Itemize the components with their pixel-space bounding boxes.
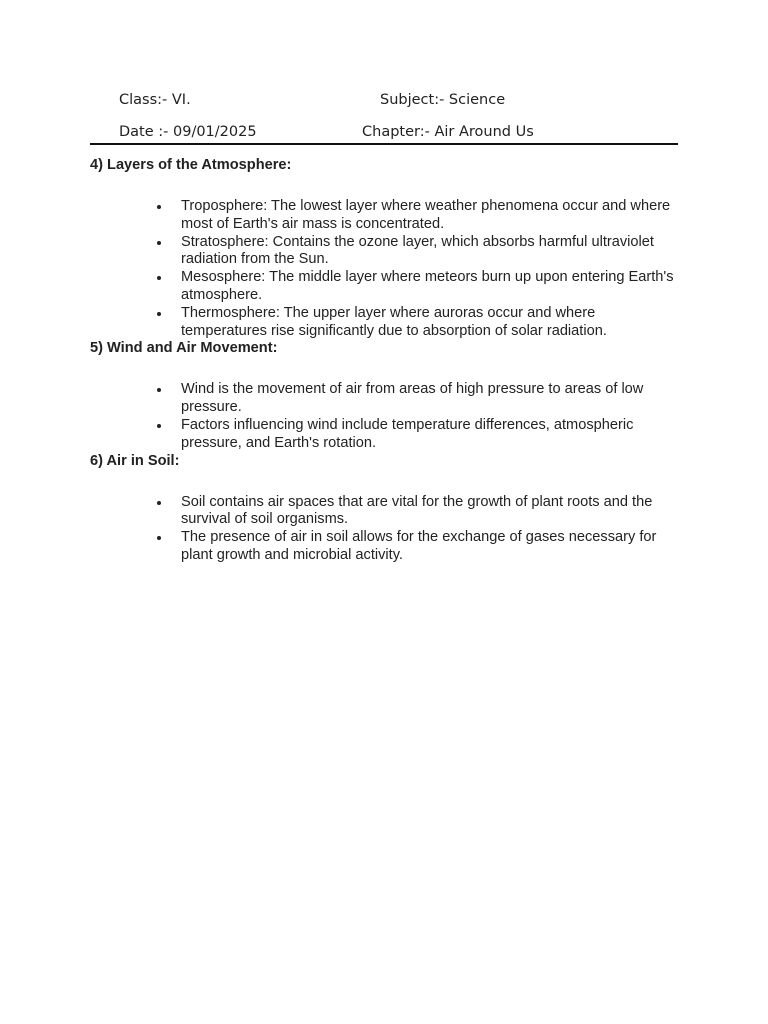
chapter-label: Chapter:- Air Around Us — [362, 124, 534, 140]
section-heading: 6) Air in Soil: — [90, 452, 180, 469]
list-item — [181, 494, 678, 530]
list-item-text: Stratosphere: Contains the ozone layer, which absorbs harmful ultraviolet radiation from the Sun. — [181, 233, 654, 268]
section-air-in-soil — [90, 453, 678, 565]
list-item — [181, 198, 678, 234]
bullet-icon — [157, 312, 161, 316]
document-body — [90, 157, 678, 565]
list-item — [181, 305, 678, 341]
bullet-list — [90, 494, 678, 565]
bullet-icon — [157, 388, 161, 392]
list-item-text: Soil contains air spaces that are vital for the growth of plant roots and the survival of soil organisms. — [181, 493, 653, 528]
list-item — [181, 529, 678, 565]
list-item — [181, 234, 678, 270]
header-divider — [90, 143, 678, 145]
section-wind-and-air-movement — [90, 340, 678, 452]
list-item — [181, 417, 678, 453]
bullet-icon — [157, 241, 161, 245]
list-item — [181, 381, 678, 417]
section-heading: 5) Wind and Air Movement: — [90, 340, 278, 357]
bullet-list — [90, 381, 678, 452]
bullet-list — [90, 198, 678, 340]
bullet-icon — [157, 205, 161, 209]
list-item-text: Factors influencing wind include temperature differences, atmospheric pressure, and Earth's rotation. — [181, 416, 634, 451]
section-heading: 4) Layers of the Atmosphere: — [90, 157, 292, 173]
list-item-text: Wind is the movement of air from areas of high pressure to areas of low pressure. — [181, 381, 644, 416]
date-label: Date :- 09/01/2025 — [119, 124, 257, 140]
list-item-text: Troposphere: The lowest layer where weather phenomena occur and where most of Earth's air mass is concentrated. — [181, 198, 671, 232]
subject-label: Subject:- Science — [380, 92, 506, 108]
class-label: Class:- VI. — [119, 92, 191, 108]
section-layers-of-atmosphere — [90, 157, 678, 340]
bullet-icon — [157, 424, 161, 428]
list-item-text: The presence of air in soil allows for the exchange of gases necessary for plant growth and microbial activity. — [181, 529, 657, 563]
list-item-text: Mesosphere: The middle layer where meteors burn up upon entering Earth's atmosphere. — [181, 269, 674, 303]
list-item-text: Thermosphere: The upper layer where auroras occur and where temperatures rise significantly due to absorption of solar radiation. — [181, 304, 607, 339]
list-item — [181, 269, 678, 305]
bullet-icon — [157, 276, 161, 280]
bullet-icon — [157, 536, 161, 540]
bullet-icon — [157, 501, 161, 505]
